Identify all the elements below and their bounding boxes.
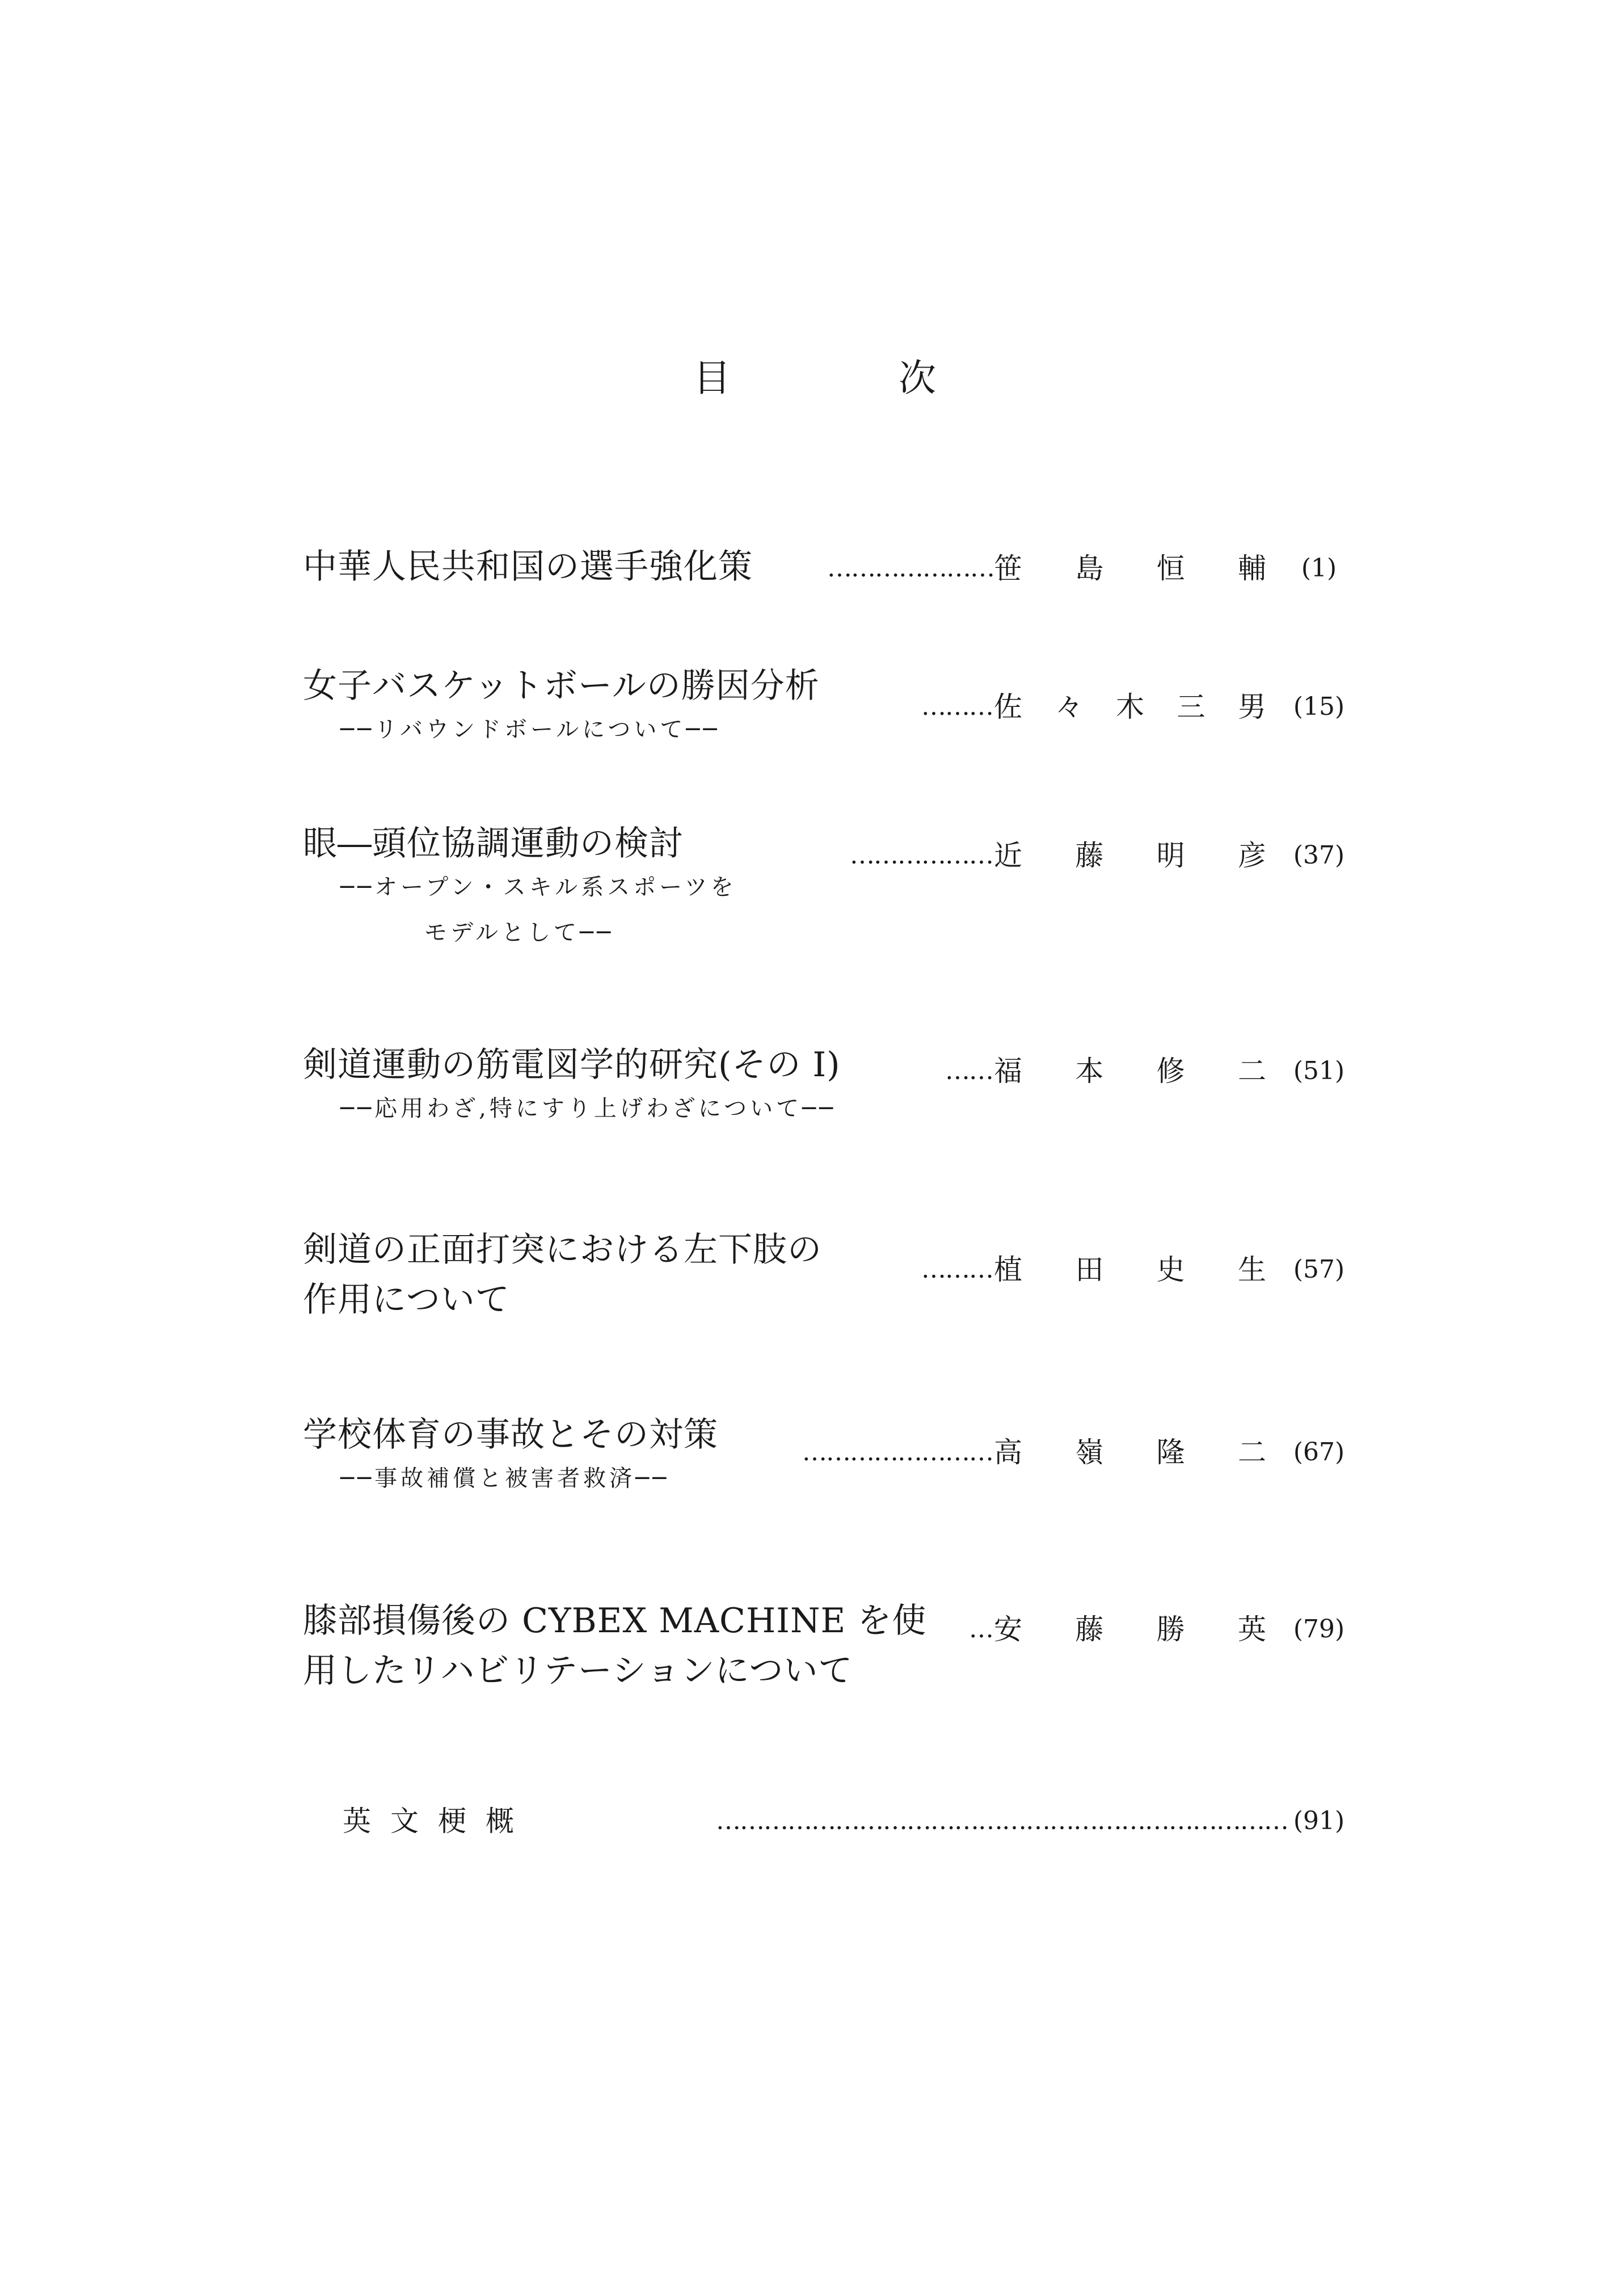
- leader-dots: ………: [921, 1255, 993, 1284]
- entry-page-number: (79): [1293, 1615, 1345, 1644]
- entry-subtitle: モデルとして──: [424, 920, 614, 946]
- page-title-char-2: 次: [899, 356, 936, 400]
- entry-title: 膝部損傷後の CYBEX MACHINE を使: [303, 1601, 927, 1641]
- leader-dots: ………: [921, 692, 993, 721]
- entry-page-number: (1): [1301, 554, 1337, 583]
- entry-author: 近 藤 明 彦: [994, 839, 1266, 872]
- entry-page-number: (51): [1293, 1056, 1345, 1085]
- entry-subtitle: ──オープン・スキル系スポーツを: [340, 874, 737, 900]
- leader-dots: ……………………: [802, 1438, 993, 1467]
- entry-page-number: (67): [1293, 1438, 1345, 1467]
- entry-title-continued: 用したリハビリテーションについて: [303, 1651, 853, 1691]
- entry-title: 眼―頭位協調運動の検討: [303, 824, 684, 863]
- entry-author: 安 藤 勝 英: [994, 1613, 1266, 1646]
- leader-dots: …………………: [827, 554, 994, 583]
- summary-label: 英文梗概: [343, 1805, 533, 1838]
- entry-author: 笹 島 恒 輔: [994, 552, 1266, 585]
- page-title: [0, 353, 1623, 404]
- entry-author: 高 嶺 隆 二: [994, 1436, 1266, 1469]
- entry-author: 福 本 修 二: [994, 1055, 1266, 1088]
- leader-dots: …: [969, 1615, 993, 1644]
- leader-dots: ………………: [850, 841, 993, 870]
- entry-subtitle: ──応用わざ,特にすり上げわざについて──: [340, 1096, 837, 1122]
- entry-title: 剣道運動の筋電図学的研究(その I): [303, 1045, 841, 1085]
- entry-subtitle: ──リバウンドボールについて──: [340, 717, 720, 743]
- entry-title-continued: 作用について: [303, 1280, 510, 1320]
- entry-page-number: (57): [1293, 1255, 1345, 1284]
- entry-title: 中華人民共和国の選手強化策: [303, 547, 753, 587]
- summary-page-number: (91): [1293, 1806, 1345, 1835]
- entry-author: 植 田 史 生: [994, 1253, 1266, 1286]
- leader-dots: ………………………………………………………………: [716, 1806, 1288, 1835]
- entry-title: 学校体育の事故とその対策: [303, 1415, 718, 1455]
- entry-author: 佐 々 木 三 男: [994, 690, 1266, 723]
- entry-page-number: (15): [1293, 692, 1345, 721]
- entry-page-number: (37): [1293, 841, 1345, 870]
- entry-title: 剣道の正面打突における左下肢の: [303, 1230, 822, 1270]
- entry-title: 女子バスケットボールの勝因分析: [303, 666, 820, 706]
- entry-subtitle: ──事故補償と被害者救済──: [340, 1465, 670, 1492]
- leader-dots: ……: [945, 1056, 993, 1085]
- page-title-char-1: 目: [693, 356, 731, 400]
